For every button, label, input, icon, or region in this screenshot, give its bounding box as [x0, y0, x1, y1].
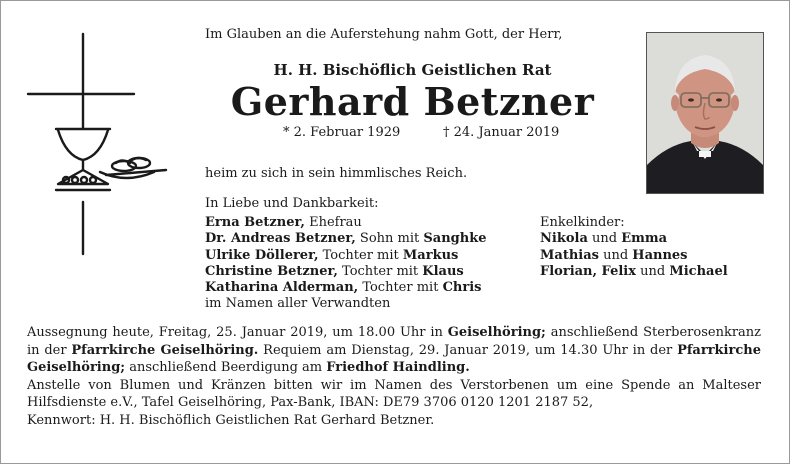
list-item: Dr. Andreas Betzner, Sohn mit Sanghke — [205, 231, 487, 247]
thanks-heading: In Liebe und Dankbarkeit: — [205, 196, 379, 211]
list-item: Nikola und Emma — [540, 231, 668, 247]
portrait-illustration — [647, 33, 763, 193]
header-block — [205, 24, 620, 143]
service-paragraph: Aussegnung heute, Freitag, 25. Januar 2019, um 18.00 Uhr in Geiselhöring; anschließend Sterberosenkranz in der Pfarrkirche Geiselhöring. Requiem am Dienstag, 29. Januar 2019, um 14.30 Uhr in der Pfarrkirche Geiselhöring; anschließend Beerdigung am Friedhof Haindling. — [27, 325, 762, 376]
portrait-photo — [646, 32, 764, 194]
death-date: † 24. Januar 2019 — [443, 125, 560, 140]
keyword-line: Kennwort: H. H. Bischöflich Geistlichen Rat Gerhard Betzner. — [27, 412, 435, 428]
heaven-line: heim zu sich in sein himmlisches Reich. — [205, 166, 468, 181]
service-details — [27, 324, 761, 430]
grandchildren-heading: Enkelkinder: — [540, 215, 625, 230]
list-item: Erna Betzner, Ehefrau — [205, 215, 362, 230]
cross-chalice-bread-icon — [26, 32, 168, 258]
grandchildren-list — [540, 215, 728, 280]
life-dates — [205, 125, 620, 143]
donation-paragraph: Anstelle von Blumen und Kränzen bitten wir im Namen des Verstorbenen um eine Spende an Malteser Hilfsdienste e.V., Tafel Geiselhöring, Pax-Bank, IBAN: DE79 3706 0120 1201 2187 52, — [27, 377, 761, 411]
deceased-name: Gerhard Betzner — [230, 79, 595, 124]
intro-line: Im Glauben an die Auferstehung nahm Gott, der Herr, — [205, 27, 563, 42]
list-item: Katharina Alderman, Tochter mit Chris — [205, 280, 482, 296]
list-item: Christine Betzner, Tochter mit Klaus — [205, 263, 464, 279]
list-item: Ulrike Döllerer, Tochter mit Markus — [205, 247, 459, 263]
mourners-list — [205, 215, 486, 313]
birth-date: * 2. Februar 1929 — [283, 125, 401, 140]
list-item: Florian, Felix und Michael — [540, 263, 728, 279]
list-item: Mathias und Hannes — [540, 247, 688, 263]
title-line: H. H. Bischöflich Geistlichen Rat — [273, 61, 552, 79]
list-item: im Namen aller Verwandten — [205, 296, 391, 312]
